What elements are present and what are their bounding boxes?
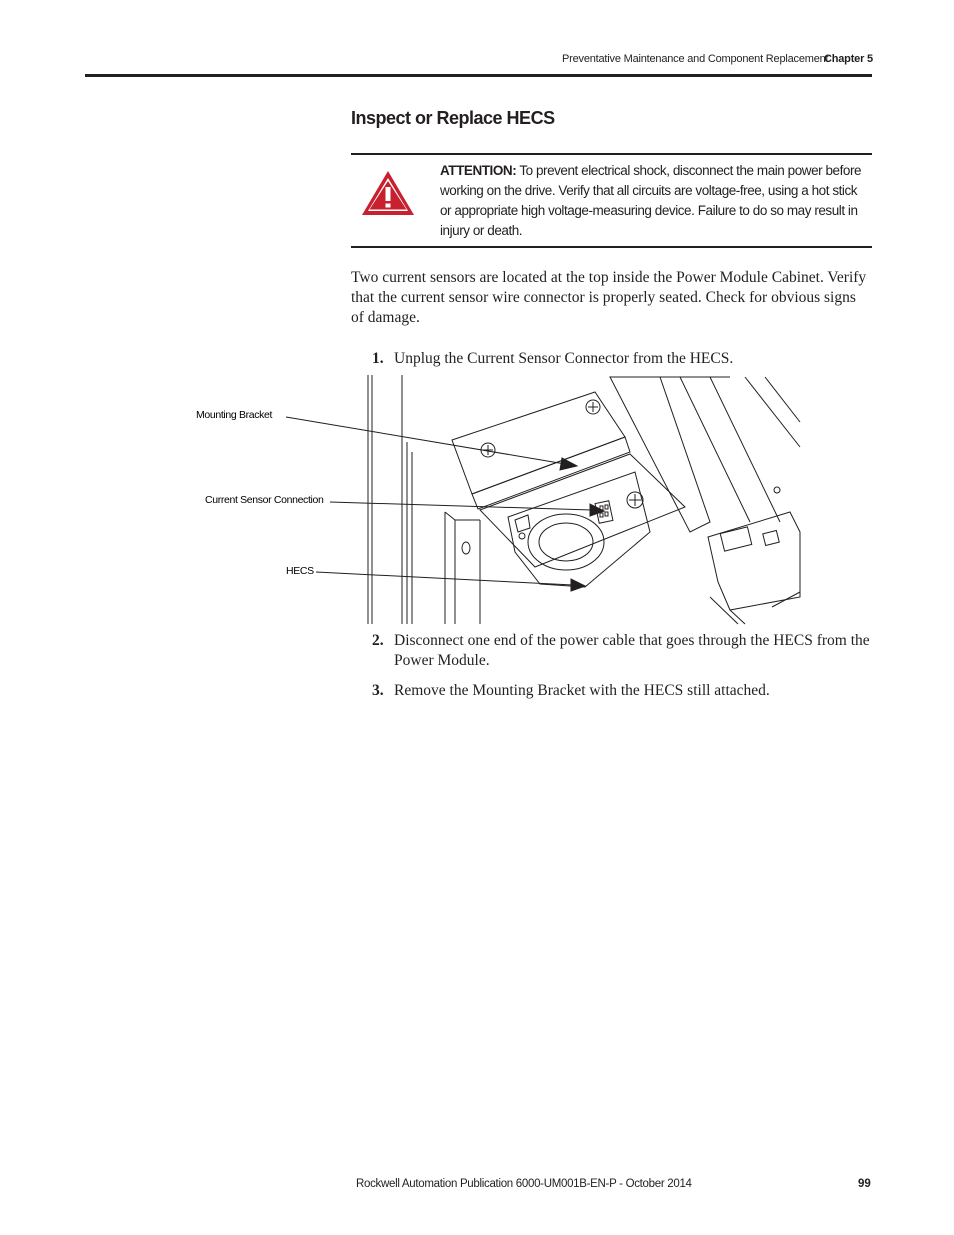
attention-box: [351, 153, 872, 248]
callout-current-sensor-connection: Current Sensor Connection: [205, 494, 324, 506]
section-title: Inspect or Replace HECS: [351, 108, 555, 128]
attention-message: To prevent electrical shock, disconnect the main power before working on the drive. Verify that all circuits are voltage-free, using a hot stick or appropriate high voltage-measuring device. Failure to do so may result in injury or death.: [440, 163, 862, 238]
step-number: 2.: [372, 632, 384, 649]
intro-paragraph: Two current sensors are located at the top inside the Power Module Cabinet. Verify that the current sensor wire connector is properly seated. Check for obvious signs of damage.: [351, 269, 867, 326]
step-text: Disconnect one end of the power cable that goes through the HECS from the Power Module.: [394, 632, 870, 669]
callout-mounting-bracket: Mounting Bracket: [196, 409, 273, 421]
running-header-title: Preventative Maintenance and Component Replacement: [562, 53, 829, 65]
callout-hecs: HECS: [286, 565, 314, 577]
running-header-chapter: Chapter 5: [824, 53, 873, 65]
hecs-figure: [190, 372, 805, 627]
warning-triangle-icon: [360, 168, 416, 218]
step-text: Remove the Mounting Bracket with the HECS still attached.: [394, 682, 770, 699]
attention-label: ATTENTION:: [440, 163, 517, 178]
attention-text: [440, 161, 865, 241]
footer-page-number: 99: [858, 1178, 871, 1190]
step-number: 3.: [372, 682, 384, 699]
step-text: Unplug the Current Sensor Connector from the HECS.: [394, 350, 734, 367]
step-number: 1.: [372, 350, 384, 367]
header-rule: [85, 74, 872, 77]
footer-publication: Rockwell Automation Publication 6000-UM001B-EN-P - October 2014: [356, 1178, 692, 1190]
